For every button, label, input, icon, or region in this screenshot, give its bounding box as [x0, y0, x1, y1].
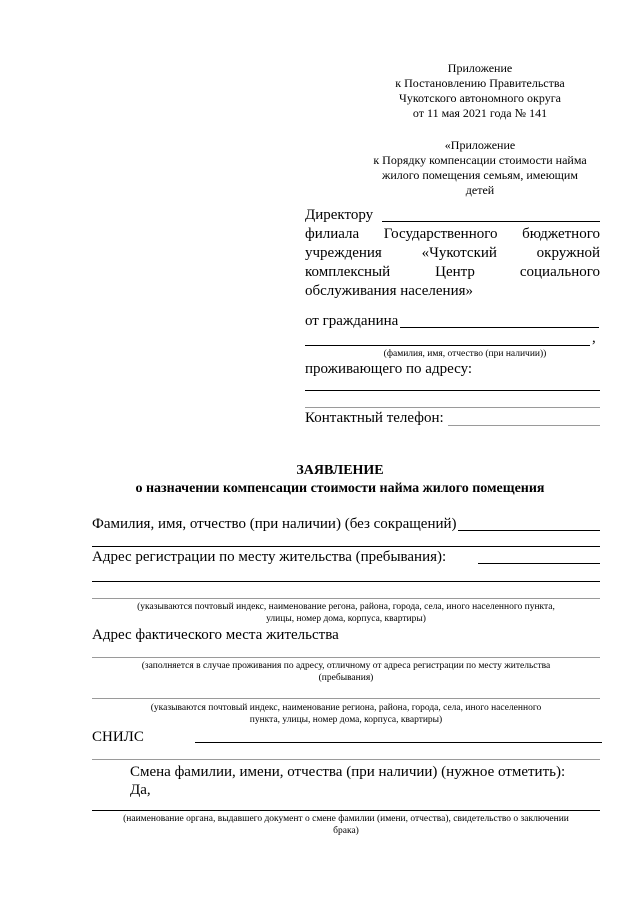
attachment-line: к Постановлению Правительства — [395, 76, 565, 90]
actual-address-line-1[interactable] — [92, 657, 600, 658]
hint-line: (пребывания) — [318, 673, 374, 683]
director-label: Директору — [305, 207, 374, 223]
addressee-block — [305, 206, 600, 301]
director-name-line[interactable] — [382, 221, 600, 222]
document-issuer-hint — [88, 813, 604, 837]
residing-label: проживающего по адресу: — [305, 361, 473, 377]
fio-label: Фамилия, имя, отчество (при наличии) (без сокращений) — [92, 516, 457, 532]
address-format-hint — [92, 702, 600, 726]
title-main: ЗАЯВЛЕНИЕ — [296, 463, 384, 478]
attachment-line: Приложение — [447, 61, 513, 75]
hint-line: пункта, улицы, номер дома, корпуса, квартиры) — [249, 715, 443, 725]
snils-separator — [92, 759, 600, 760]
from-citizen-label: от гражданина — [305, 313, 399, 329]
hint-line: улицы, номер дома, корпуса, квартиры) — [266, 614, 426, 624]
attachment-line: детей — [465, 183, 495, 197]
hint-line: (наименование органа, выдавшего документ о смене фамилии (имени, отчества), свидетельство о заключении — [123, 814, 569, 824]
document-issuer-line[interactable] — [92, 810, 600, 811]
fio-input-line[interactable] — [458, 530, 600, 531]
name-change-label: Смена фамилии, имени, отчества (при наличии) (нужное отметить): — [130, 764, 566, 780]
actual-address-label: Адрес фактического места жительства — [92, 627, 339, 643]
from-citizen-row — [305, 312, 600, 331]
reg-address-line-2[interactable] — [92, 581, 600, 582]
hint-line: (указываются почтовый индекс, наименование региона, района, города, села, иного населенного — [150, 703, 542, 713]
yes-option[interactable]: Да, — [130, 782, 151, 798]
reg-address-line-3[interactable] — [92, 598, 600, 599]
actual-address-hint — [92, 660, 600, 684]
citizen-name-line-2[interactable] — [305, 345, 590, 346]
snils-label: СНИЛС — [92, 729, 144, 745]
fio-hint: (фамилия, имя, отчество (при наличии)) — [383, 349, 547, 359]
snils-input-line[interactable] — [195, 742, 602, 743]
procedure-attachment-header — [350, 138, 610, 198]
hint-line: (заполняется в случае проживания по адресу, отличному от адреса регистрации по месту жительства — [141, 661, 551, 671]
reg-address-label: Адрес регистрации по месту жительства (пребывания): — [92, 549, 447, 565]
residing-address-line-2[interactable] — [305, 407, 600, 408]
hint-line: брака) — [333, 826, 359, 836]
attachment-line: к Порядку компенсации стоимости найма — [373, 153, 587, 167]
attachment-line: «Приложение — [444, 138, 516, 152]
attachment-line: Чукотского автономного округа — [399, 91, 561, 105]
phone-line[interactable] — [448, 425, 600, 426]
residing-address-line-1[interactable] — [305, 390, 600, 391]
comma-mark: , — [592, 330, 596, 346]
attachment-line: жилого помещения семьям, имеющим — [382, 168, 578, 182]
actual-address-line-2[interactable] — [92, 698, 600, 699]
reg-address-line-1[interactable] — [478, 563, 600, 564]
title-sub: о назначении компенсации стоимости найма жилого помещения — [135, 481, 545, 496]
phone-label: Контактный телефон: — [305, 410, 444, 426]
addressee-line: филиала Государственного бюджетного — [305, 226, 600, 242]
document-title — [40, 462, 640, 498]
fio-input-line-2[interactable] — [92, 546, 600, 547]
citizen-name-line[interactable] — [400, 327, 599, 328]
attachment-header — [360, 61, 600, 121]
hint-line: (указываются почтовый индекс, наименование регона, района, города, села, иного населенного пункта, — [137, 602, 555, 612]
attachment-line: от 11 мая 2021 года № 141 — [412, 106, 548, 120]
addressee-line: учреждения «Чукотский окружной — [305, 245, 600, 261]
addressee-line: комплексный Центр социального — [305, 264, 600, 280]
addressee-line: обслуживания населения» — [305, 283, 473, 299]
reg-address-hint — [92, 601, 600, 625]
